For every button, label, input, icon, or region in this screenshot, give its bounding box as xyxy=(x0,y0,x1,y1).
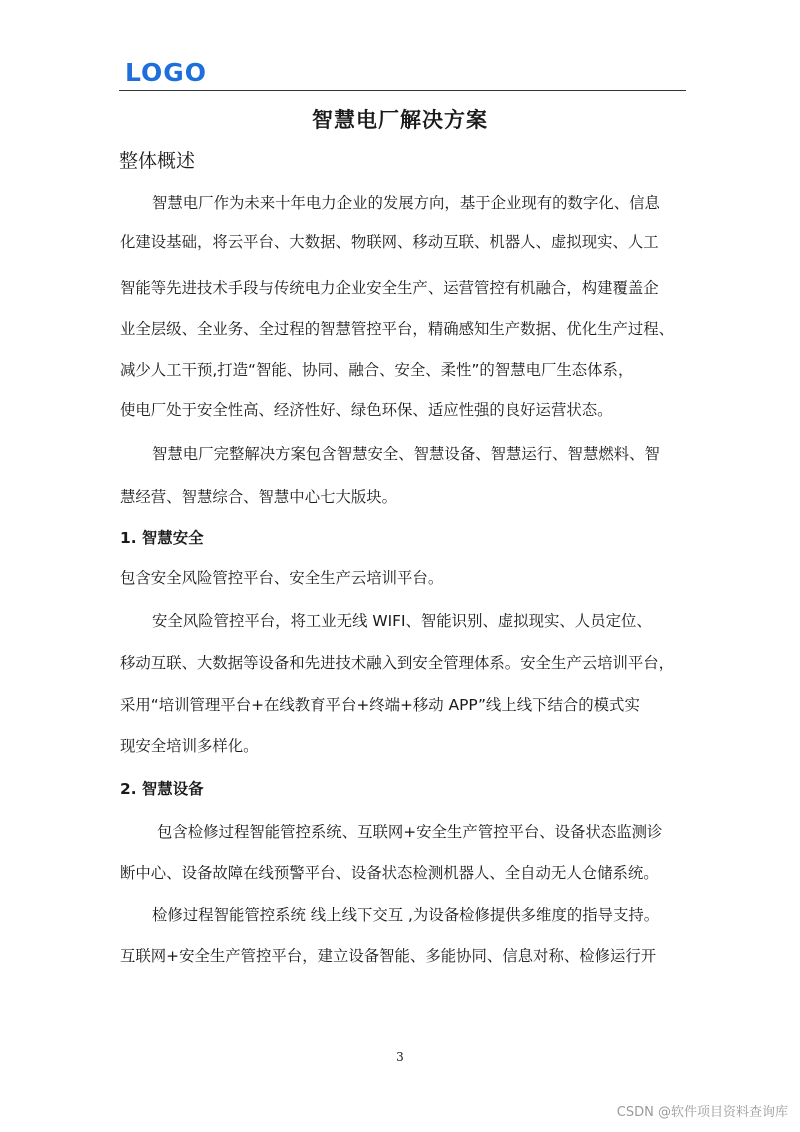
paragraph-line: 断中心、设备故障在线预警平台、设备状态检测机器人、全自动无人仓储系统。 xyxy=(120,864,659,882)
page-number: 3 xyxy=(396,1050,404,1064)
header-divider xyxy=(119,90,686,91)
paragraph-line: 检修过程智能管控系统 线上线下交互 ,为设备检修提供多维度的指导支持。 xyxy=(152,906,660,924)
paragraph-line: 减少人工干预,打造“智能、协同、融合、安全、柔性”的智慧电厂生态体系， xyxy=(120,361,634,379)
paragraph-line: 业全层级、全业务、全过程的智慧管控平台，精确感知生产数据、优化生产过程、 xyxy=(120,320,675,338)
company-logo: LOGO xyxy=(125,58,208,87)
paragraph-line: 智能等先进技术手段与传统电力企业安全生产、运营管控有机融合，构建覆盖企 xyxy=(120,279,659,297)
paragraph-line: 化建设基础，将云平台、大数据、物联网、移动互联、机器人、虚拟现实、人工 xyxy=(120,233,659,251)
paragraph-line: 采用“培训管理平台+在线教育平台+终端+移动 APP”线上线下结合的模式实 xyxy=(120,696,640,714)
paragraph-line: 安全风险管控平台，将工业无线 WIFI、智能识别、虚拟现实、人员定位、 xyxy=(152,612,652,630)
paragraph-line: 互联网+安全生产管控平台，建立设备智能、多能协同、信息对称、检修运行开 xyxy=(120,947,657,965)
document-title: 智慧电厂解决方案 xyxy=(312,108,488,132)
paragraph-line: 使电厂处于安全性高、经济性好、绿色环保、适应性强的良好运营状态。 xyxy=(120,401,613,419)
watermark: CSDN @软件项目资料查询库 xyxy=(616,1105,788,1120)
paragraph-line: 慧经营、智慧综合、智慧中心七大版块。 xyxy=(120,488,398,506)
paragraph-line: 包含安全风险管控平台、安全生产云培训平台。 xyxy=(120,569,444,587)
paragraph-line: 移动互联、大数据等设备和先进技术融入到安全管理体系。安全生产云培训平台， xyxy=(120,654,675,672)
section-heading-equipment: 2. 智慧设备 xyxy=(120,780,204,798)
paragraph-line: 智慧电厂完整解决方案包含智慧安全、智慧设备、智慧运行、智慧燃料、智 xyxy=(152,445,660,463)
overview-heading: 整体概述 xyxy=(119,150,196,172)
section-heading-safety: 1. 智慧安全 xyxy=(120,529,204,547)
paragraph-line: 智慧电厂作为未来十年电力企业的发展方向，基于企业现有的数字化、信息 xyxy=(152,194,660,212)
paragraph-line: 现安全培训多样化。 xyxy=(120,737,259,755)
paragraph-line: 包含检修过程智能管控系统、互联网+安全生产管控平台、设备状态监测诊 xyxy=(157,823,663,841)
